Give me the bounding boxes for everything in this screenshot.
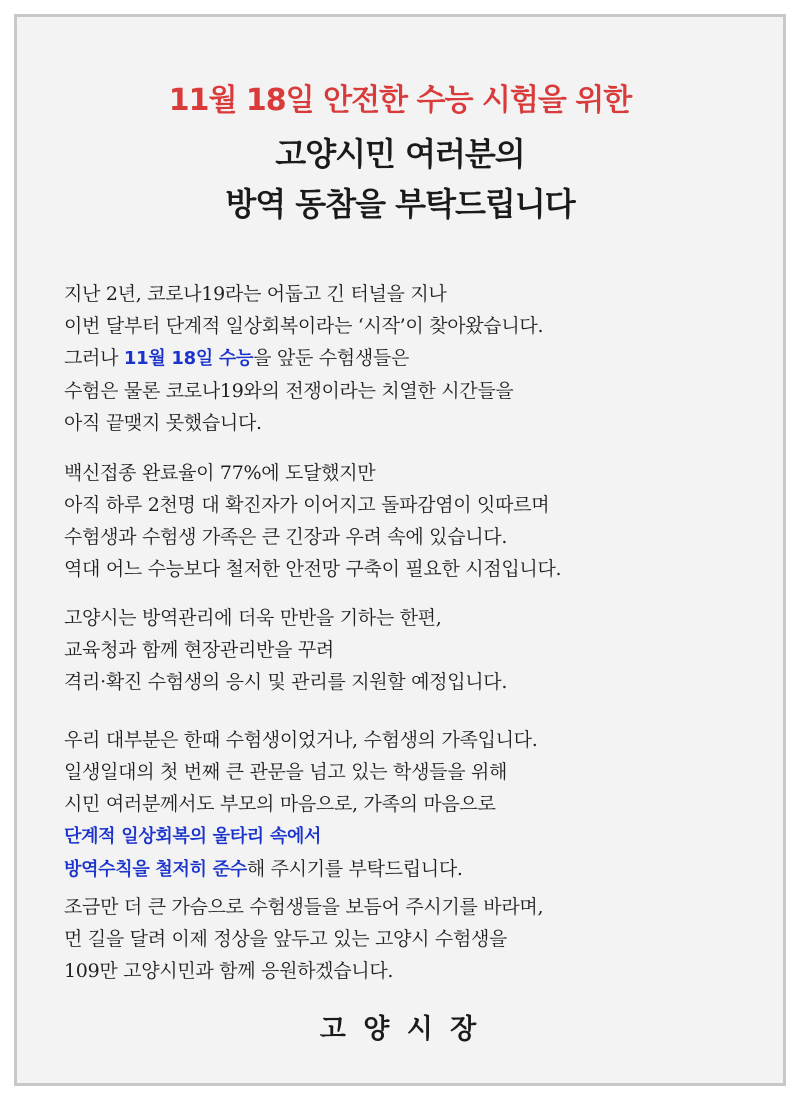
- letter-frame: [14, 14, 786, 1086]
- paragraph-4: [64, 724, 764, 886]
- recovery-highlight: 단계적 일상회복의 울타리 속에서: [64, 826, 322, 847]
- text-line: 수험은 물론 코로나19와의 전쟁이라는 치열한 시간들을: [64, 380, 514, 402]
- paragraph-3: [64, 602, 764, 698]
- paragraph-2: [64, 457, 764, 585]
- text-segment: 그러나: [64, 347, 124, 369]
- exam-date-highlight: 11월 18일 수능: [123, 348, 254, 369]
- text-line: 수험생과 수험생 가족은 큰 긴장과 우려 속에 있습니다.: [64, 526, 508, 548]
- text-line: 조금만 더 큰 가슴으로 수험생들을 보듬어 주시기를 바라며,: [64, 896, 544, 918]
- text-line: 먼 길을 달려 이제 정상을 앞두고 있는 고양시 수험생을: [64, 928, 508, 950]
- text-line: 아직 하루 2천명 대 확진자가 이어지고 돌파감염이 잇따르며: [64, 494, 550, 516]
- text-line: 고양시는 방역관리에 더욱 만반을 기하는 한편,: [64, 607, 442, 629]
- text-line: 교육청과 함께 현장관리반을 꾸려: [64, 639, 334, 661]
- header-subtitle: 11월 18일 안전한 수능 시험을 위한: [168, 83, 632, 118]
- text-line: 109만 고양시민과 함께 응원하겠습니다.: [64, 960, 394, 982]
- text-segment: 을 앞둔 수험생들은: [253, 347, 410, 369]
- text-line: 역대 어느 수능보다 철저한 안전망 구축이 필요한 시점입니다.: [64, 558, 562, 580]
- text-line: 일생일대의 첫 번째 큰 관문을 넘고 있는 학생들을 위해: [64, 761, 508, 783]
- text-line: 이번 달부터 단계적 일상회복이라는 ‘시작’이 찾아왔습니다.: [64, 315, 544, 337]
- text-line: 우리 대부분은 한때 수험생이었거나, 수험생의 가족입니다.: [64, 729, 538, 751]
- header-title-line-1: 고양시민 여러분의: [275, 135, 525, 173]
- text-segment: 해 주시기를 부탁드립니다.: [246, 858, 463, 880]
- paragraph-5: [64, 891, 764, 987]
- text-line: 아직 끝맺지 못했습니다.: [64, 412, 262, 434]
- text-line: 지난 2년, 코로나19라는 어둡고 긴 터널을 지나: [64, 283, 447, 305]
- paragraph-1: [64, 278, 764, 439]
- header-title-line-2: 방역 동참을 부탁드립니다: [225, 185, 575, 223]
- text-line: [64, 342, 764, 375]
- text-line: [64, 853, 764, 886]
- quarantine-rules-highlight: 방역수칙을 철저히 준수: [64, 859, 247, 880]
- text-line: 시민 여러분께서도 부모의 마음으로, 가족의 마음으로: [64, 793, 496, 815]
- mayor-signature: 고 양 시 장: [319, 1014, 481, 1045]
- text-line: 격리·확진 수험생의 응시 및 관리를 지원할 예정입니다.: [64, 671, 508, 693]
- text-line: 백신접종 완료율이 77%에 도달했지만: [64, 462, 376, 484]
- text-line: [64, 820, 764, 853]
